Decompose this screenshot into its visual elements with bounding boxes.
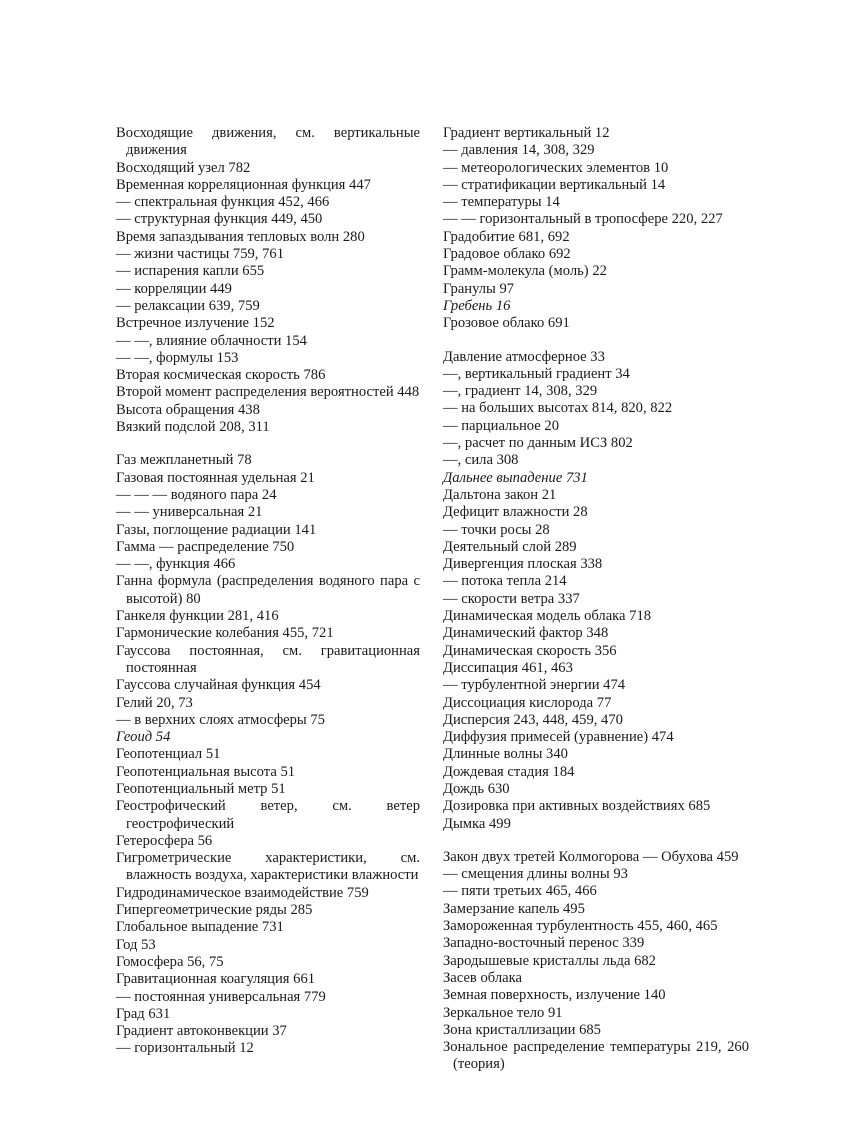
index-entry: Вторая космическая скорость 786	[116, 367, 326, 384]
index-entry: Гауссова постоянная, см. гравитационная постоянная	[116, 642, 420, 676]
index-entry: — горизонтальный 12	[116, 1040, 254, 1057]
index-entry: Геопотенциальная высота 51	[116, 763, 296, 780]
index-entry: Дисперсия 243, 448, 459, 470	[443, 711, 623, 728]
index-entry: Геострофический ветер, см. ветер геострофический	[116, 798, 420, 832]
index-entry: — спектральная функция 452, 466	[116, 194, 330, 211]
index-entry: Гомосфера 56, 75	[116, 953, 224, 970]
index-entry: — потока тепла 214	[443, 573, 567, 590]
index-entry: Гауссова случайная функция 454	[116, 677, 321, 694]
index-entry: —, сила 308	[443, 452, 519, 469]
index-entry: — смещения длины волны 93	[443, 866, 628, 883]
index-entry: Град 631	[116, 1005, 171, 1022]
index-entry: — температуры 14	[443, 194, 560, 211]
index-entry: — точки росы 28	[443, 521, 550, 538]
index-entry: Гетеросфера 56	[116, 832, 213, 849]
index-entry: Геоид 54	[116, 729, 171, 746]
index-entry: — постоянная универсальная 779	[116, 988, 326, 1005]
index-entry: Гранулы 97	[443, 280, 515, 297]
index-entry: — —, влияние облачности 154	[116, 332, 307, 349]
index-entry: Диссипация 461, 463	[443, 659, 573, 676]
index-entry: Гребень 16	[443, 297, 511, 314]
index-entry: — пяти третьих 465, 466	[443, 883, 597, 900]
index-entry: Геопотенциал 51	[116, 746, 221, 763]
index-entry: Динамический фактор 348	[443, 625, 609, 642]
index-entry: Диссоциация кислорода 77	[443, 694, 612, 711]
index-entry: Дымка 499	[443, 815, 511, 832]
index-entry: Гидродинамическое взаимодействие 759	[116, 884, 369, 901]
index-entry: Градиент автоконвекции 37	[116, 1023, 287, 1040]
index-entry: Градобитие 681, 692	[443, 228, 570, 245]
index-entry: Второй момент распределения вероятностей 448	[116, 384, 420, 401]
index-entry: Замерзание капель 495	[443, 900, 585, 917]
section-gap	[443, 833, 749, 849]
index-entry: Закон двух третей Колмогорова — Обухова 459	[443, 848, 739, 865]
index-entry: Замороженная турбулентность 455, 460, 465	[443, 918, 718, 935]
index-entry: —, вертикальный градиент 34	[443, 365, 630, 382]
index-entry: Дефицит влажности 28	[443, 504, 588, 521]
index-entry: — скорости ветра 337	[443, 590, 580, 607]
index-entry: Дальнее выпадение 731	[443, 469, 588, 486]
section-gap	[116, 436, 420, 452]
index-entry: — давления 14, 308, 329	[443, 142, 595, 159]
index-entry: Диффузия примесей (уравнение) 474	[443, 729, 674, 746]
index-entry: Гелий 20, 73	[116, 694, 193, 711]
index-entry: Длинные волны 340	[443, 746, 568, 763]
index-entry: — — — водяного пара 24	[116, 486, 277, 503]
index-entry: Зеркальное тело 91	[443, 1004, 563, 1021]
index-entry: Деятельный слой 289	[443, 538, 577, 555]
index-entry: Временная корреляционная функция 447	[116, 176, 371, 193]
index-entry: Вязкий подслой 208, 311	[116, 419, 270, 436]
index-entry: — стратификации вертикальный 14	[443, 176, 666, 193]
index-entry: Градовое облако 692	[443, 246, 571, 263]
index-entry: Восходящий узел 782	[116, 159, 251, 176]
section-gap	[443, 333, 749, 349]
index-entry: — на больших высотах 814, 820, 822	[443, 400, 673, 417]
index-entry: — турбулентной энергии 474	[443, 677, 626, 694]
index-entry: Дождь 630	[443, 780, 510, 797]
index-entry: Дозировка при активных воздействиях 685	[443, 798, 711, 815]
index-entry: — —, формулы 153	[116, 349, 239, 366]
index-entry: Гравитационная коагуляция 661	[116, 971, 316, 988]
index-entry: Ганкеля функции 281, 416	[116, 608, 279, 625]
index-entry: Грозовое облако 691	[443, 315, 570, 332]
index-entry: Дождевая стадия 184	[443, 763, 575, 780]
index-entry: Западно-восточный перенос 339	[443, 935, 645, 952]
index-entry: Восходящие движения, см. вертикальные движения	[116, 125, 420, 159]
index-entry: Высота обращения 438	[116, 401, 260, 418]
index-entry: Гигрометрические характеристики, см. влажность воздуха, характеристики влажности	[116, 850, 420, 884]
index-entry: Гипергеометрические ряды 285	[116, 902, 313, 919]
index-entry: Грамм-молекула (моль) 22	[443, 263, 607, 280]
index-entry: — метеорологических элементов 10	[443, 159, 669, 176]
index-entry: Зональное распределение температуры 219, 260 (теория)	[443, 1039, 749, 1073]
index-entry: — испарения капли 655	[116, 263, 265, 280]
index-entry: — релаксации 639, 759	[116, 297, 260, 314]
index-entry: —, градиент 14, 308, 329	[443, 383, 598, 400]
index-entry: Газ межпланетный 78	[116, 452, 252, 469]
index-entry: Встречное излучение 152	[116, 315, 275, 332]
index-column-left	[116, 125, 420, 1058]
index-entry: Газы, поглощение радиации 141	[116, 521, 317, 538]
index-entry: Давление атмосферное 33	[443, 348, 605, 365]
index-entry: Засев облака	[443, 969, 522, 986]
index-entry: Зона кристаллизации 685	[443, 1021, 601, 1038]
index-entry: Газовая постоянная удельная 21	[116, 469, 315, 486]
index-entry: Гармонические колебания 455, 721	[116, 625, 334, 642]
index-entry: Ганна формула (распределения водяного пара с высотой) 80	[116, 573, 420, 607]
index-entry: Зародышевые кристаллы льда 682	[443, 952, 656, 969]
index-entry: Динамическая модель облака 718	[443, 608, 652, 625]
index-entry: Время запаздывания тепловых волн 280	[116, 228, 365, 245]
index-entry: — в верхних слоях атмосферы 75	[116, 711, 325, 728]
index-entry: Дальтона закон 21	[443, 486, 557, 503]
index-entry: — — универсальная 21	[116, 504, 263, 521]
index-entry: — корреляции 449	[116, 280, 232, 297]
index-entry: — жизни частицы 759, 761	[116, 246, 284, 263]
index-entry: — парциальное 20	[443, 417, 559, 434]
index-entry: Геопотенциальный метр 51	[116, 780, 286, 797]
index-column-right	[443, 125, 749, 1074]
index-entry: Глобальное выпадение 731	[116, 919, 284, 936]
index-entry: Динамическая скорость 356	[443, 642, 617, 659]
index-entry: — —, функция 466	[116, 556, 236, 573]
index-entry: Земная поверхность, излучение 140	[443, 987, 666, 1004]
index-entry: Дивергенция плоская 338	[443, 556, 603, 573]
index-entry: Гамма — распределение 750	[116, 538, 295, 555]
index-entry: — структурная функция 449, 450	[116, 211, 323, 228]
index-entry: —, расчет по данным ИСЗ 802	[443, 435, 633, 452]
index-entry: — — горизонтальный в тропосфере 220, 227	[443, 211, 723, 228]
index-entry: Год 53	[116, 936, 156, 953]
index-entry: Градиент вертикальный 12	[443, 125, 610, 141]
